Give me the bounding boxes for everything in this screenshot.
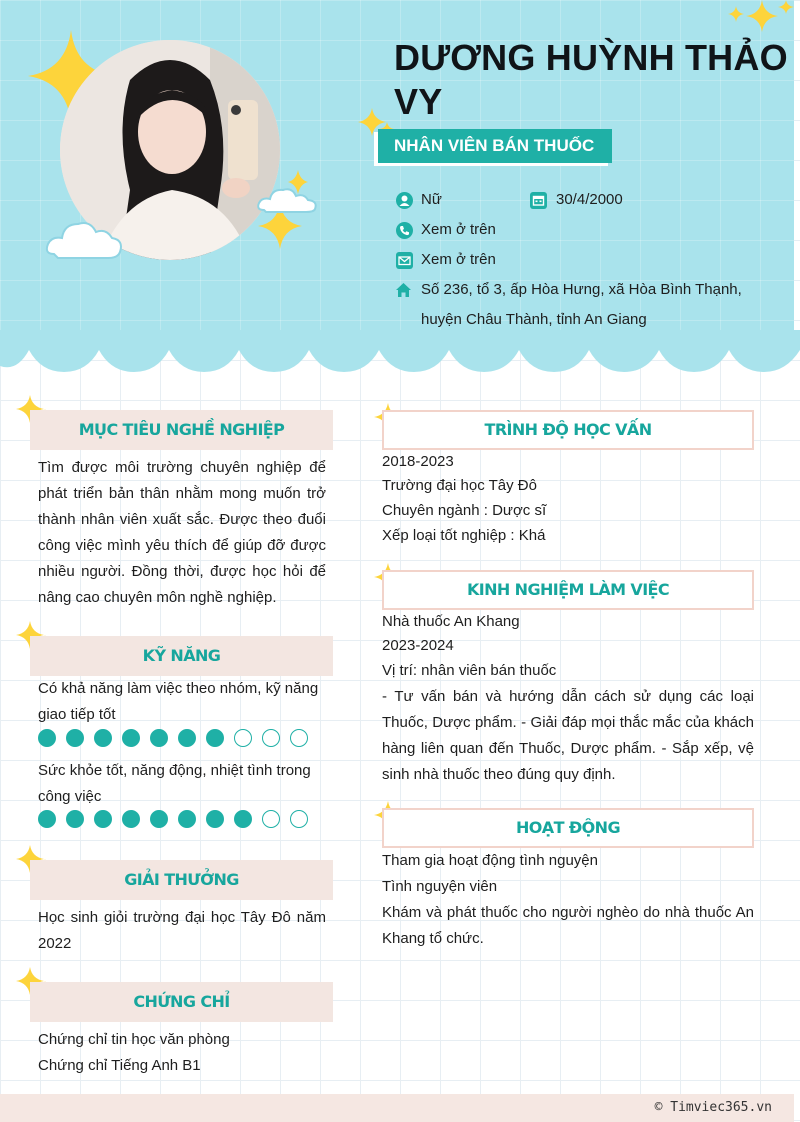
address-value: Số 236, tổ 3, ấp Hòa Hưng, xã Hòa Bình Thạnh, huyện Châu Thành, tỉnh An Giang (421, 281, 742, 328)
rating-dot-empty (262, 810, 280, 828)
objective-heading: MỤC TIÊU NGHỀ NGHIỆP (30, 410, 333, 450)
footer-bar (0, 1094, 794, 1122)
rating-dot-filled (122, 729, 140, 747)
rating-dot-filled (206, 729, 224, 747)
rating-dot-filled (234, 810, 252, 828)
cloud-icon (44, 212, 124, 260)
education-heading: TRÌNH ĐỘ HỌC VẤN (382, 410, 754, 450)
experience-period: 2023-2024 (382, 637, 454, 654)
activity-role: Tình nguyện viên (382, 878, 498, 895)
experience-company: Nhà thuốc An Khang (382, 613, 520, 630)
gender-value: Nữ (421, 191, 442, 208)
rating-dot-filled (178, 810, 196, 828)
rating-dot-empty (262, 729, 280, 747)
rating-dot-filled (66, 729, 84, 747)
rating-dot-filled (66, 810, 84, 828)
award-text: Học sinh giỏi trường đại học Tây Đô năm 2022 (38, 909, 326, 952)
rating-dot-filled (94, 810, 112, 828)
job-title-badge: NHÂN VIÊN BÁN THUỐC (378, 129, 612, 163)
education-major: Chuyên ngành : Dược sĩ (382, 502, 547, 519)
rating-dot-filled (178, 729, 196, 747)
skill-rating (38, 810, 318, 830)
rating-dot-empty (290, 810, 308, 828)
person-icon (396, 192, 413, 209)
rating-dot-filled (206, 810, 224, 828)
rating-dot-filled (38, 729, 56, 747)
certificate-item: Chứng chỉ tin học văn phòng (38, 1031, 230, 1048)
cloud-icon (256, 184, 318, 214)
email-icon (396, 252, 413, 269)
scallop-border (0, 330, 800, 375)
rating-dot-empty (290, 729, 308, 747)
rating-dot-filled (150, 810, 168, 828)
skill-rating (38, 729, 318, 749)
certificate-item: Chứng chỉ Tiếng Anh B1 (38, 1057, 201, 1074)
rating-dot-empty (234, 729, 252, 747)
calendar-icon (530, 192, 547, 209)
rating-dot-filled (150, 729, 168, 747)
education-period: 2018-2023 (382, 453, 454, 470)
skill-name: Sức khỏe tốt, năng động, nhiệt tình trong công việc (38, 762, 311, 805)
home-icon (395, 281, 412, 298)
rating-dot-filled (38, 810, 56, 828)
skills-heading: KỸ NĂNG (30, 636, 333, 676)
objective-text: Tìm được môi trường chuyên nghiệp để phát triển bản thân nhằm mong muốn trở thành nhân viên xuất sắc. Được theo đuổi công việc mình yêu thích để giúp đỡ được nhiều người. Đồng thời, được học hỏi để nâng cao chuyên môn nghề nghiệp. (38, 459, 326, 606)
rating-dot-filled (94, 729, 112, 747)
education-school: Trường đại học Tây Đô (382, 477, 537, 494)
rating-dot-filled (122, 810, 140, 828)
sparkle-icon (722, 0, 794, 34)
experience-heading: KINH NGHIỆM LÀM VIỆC (382, 570, 754, 610)
experience-position: Vị trí: nhân viên bán thuốc (382, 662, 557, 679)
phone-icon (396, 222, 413, 239)
awards-heading: GIẢI THƯỞNG (30, 860, 333, 900)
experience-description: - Tư vấn bán và hướng dẫn cách sử dụng các loại Thuốc, Dược phẩm. - Giải đáp mọi thắc mắc của khách hàng liên quan đến Thuốc, Dược phẩm. - Sắp xếp, vệ sinh nhà thuốc theo đúng quy định. (382, 688, 754, 783)
skill-name: Có khả năng làm việc theo nhóm, kỹ năng giao tiếp tốt (38, 680, 319, 723)
activity-description: Khám và phát thuốc cho người nghèo do nhà thuốc An Khang tổ chức. (382, 904, 754, 947)
education-grade: Xếp loại tốt nghiệp : Khá (382, 527, 546, 544)
activities-heading: HOẠT ĐỘNG (382, 808, 754, 848)
candidate-name: DƯƠNG HUỲNH THẢO VY (394, 37, 788, 122)
copyright-text: © Timviec365.vn (654, 1100, 772, 1115)
certificates-heading: CHỨNG CHỈ (30, 982, 333, 1022)
phone-value: Xem ở trên (421, 221, 496, 238)
birthday-value: 30/4/2000 (556, 191, 623, 208)
activity-name: Tham gia hoạt động tình nguyện (382, 852, 598, 869)
email-value: Xem ở trên (421, 251, 496, 268)
